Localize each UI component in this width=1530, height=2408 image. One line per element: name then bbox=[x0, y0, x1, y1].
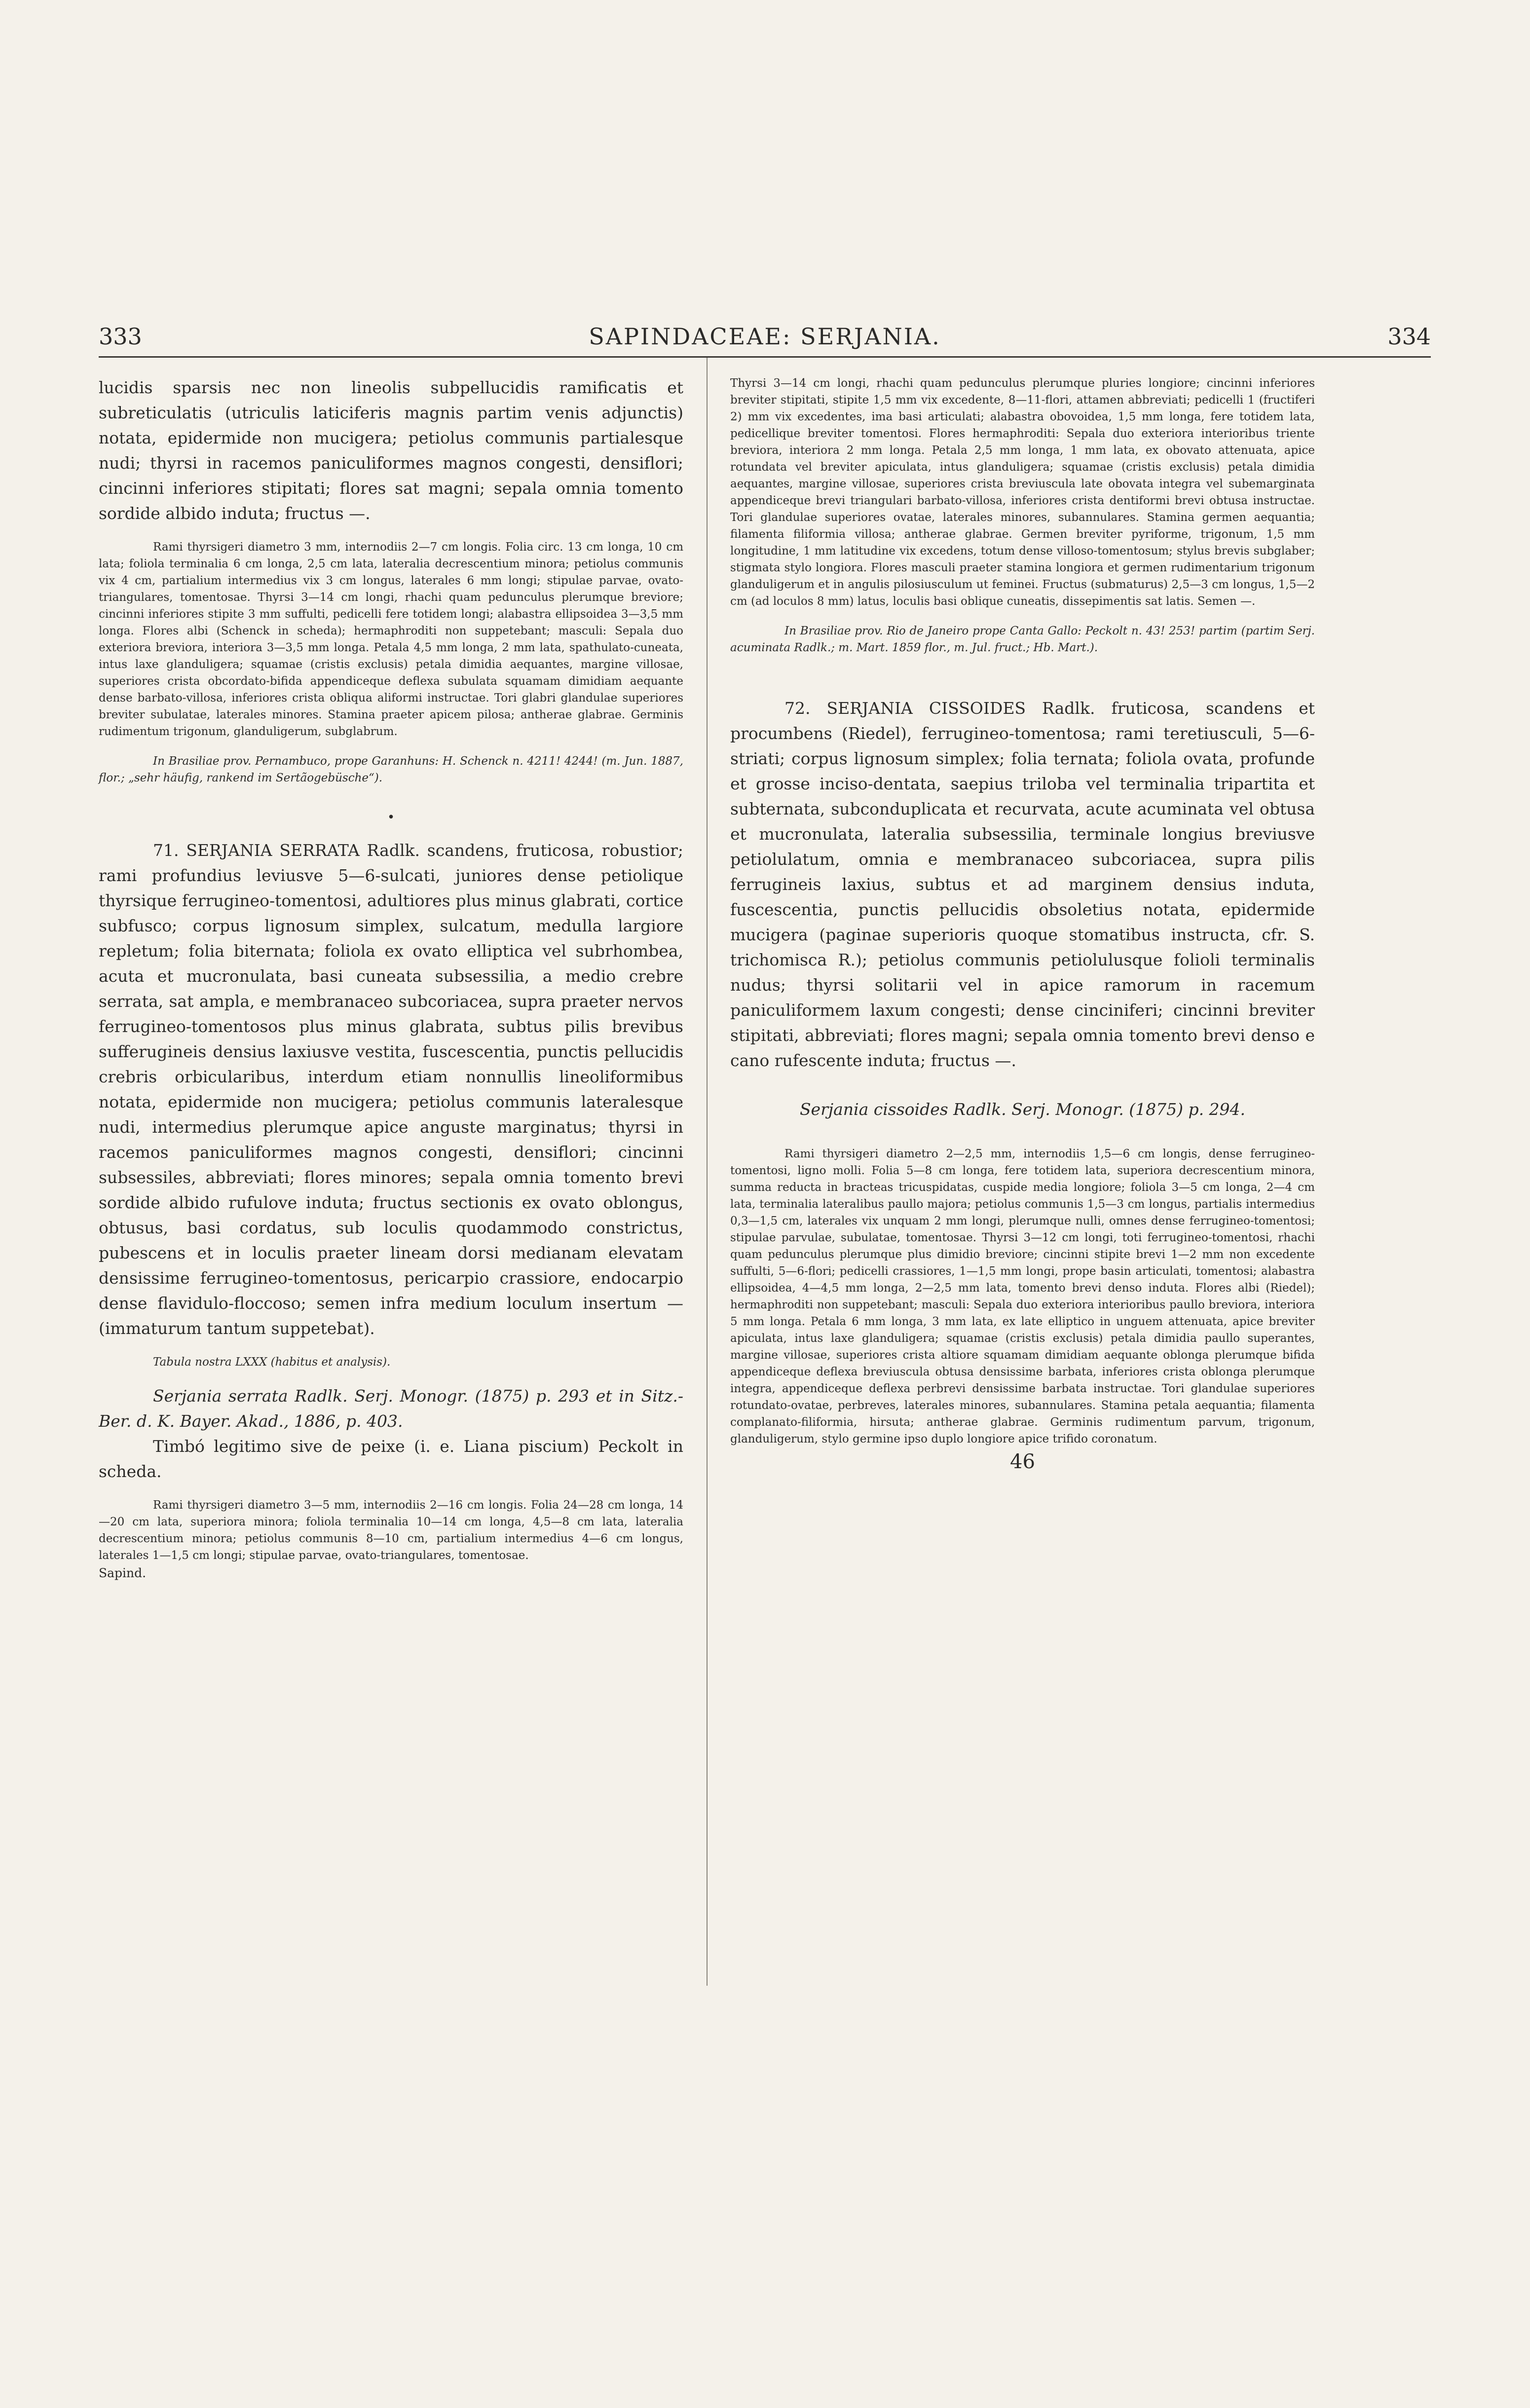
page-number-bottom: 46 bbox=[1010, 1450, 1035, 1473]
vernacular-name: Timbó legitimo sive de peixe (i. e. Liana piscium) Peckolt in scheda. bbox=[99, 1437, 683, 1481]
plate-reference: Tabula nostra LXXX (habitus et analysis). bbox=[153, 1356, 391, 1369]
species-72-citation: Serjania cissoides Radlk. Serj. Monogr. (1875) p. 294. bbox=[799, 1100, 1246, 1119]
right-column bbox=[730, 375, 1431, 1473]
page-number-right: 334 bbox=[1387, 323, 1431, 350]
species-71-locality: In Brasiliae prov. Rio de Janeiro prope Canta Gallo: Peckolt n. 43! 253! partim (partim Serj. acuminata Radlk.; m. Mart. 1859 flor., m. Jul. fruct.; Hb. Mart.). bbox=[730, 625, 1315, 654]
species-72-description: 72. SERJANIA CISSOIDES Radlk. fruticosa, scandens et procumbens (Riedel), ferrugineo-tomentosa; rami teretiusculi, 5—6-striati; corpus lignosum simplex; folia ternata; foliola ovata, profunde et grosse inciso-dentata, saepius triloba vel terminalia tripartita et subternata, subconduplicata et recurvata, acute acuminata vel obtusa et mucronulata, lateralia subsessilia, terminale longius breviusve petiolulatum, omnia e membranaceo subcoriacea, supra pilis ferrugineis laxius, subtus et ad marginem densius induta, fuscescentia, punctis pellucidis obsoletius notata, epidermide mucigera (paginae superioris quoque stomatibus instructa, cfr. S. trichomisca R.); petiolus communis petiolulusque folioli terminalis nudus; thyrsi solitarii vel in apice ramorum in racemum paniculiformem laxum congesti; dense cinciniferi; cincinni breviter stipitati, abbreviati; flores magni; sepala omnia tomento brevi denso e cano rufescente induta; fructus —. bbox=[730, 699, 1315, 1070]
left-measurements: Rami thyrsigeri diametro 3 mm, internodiis 2—7 cm longis. Folia circ. 13 cm longa, 10 cm lata; foliola terminalia 6 cm longa, 2,5 cm lata, lateralia decrescentium minora; petiolus communis vix 4 cm, partialium intermedius vix 3 cm longus, laterales 6 mm longi; stipulae parvae, ovato-triangulares, tomentosae. Thyrsi 3—14 cm longi, rhachi quam pedunculus plerumque breviore; cincinni inferiores stipite 3 mm suffulti, pedicelli fere totidem longi; alabastra ellipsoidea 3—3,5 mm longa. Flores albi (Schenck in scheda); hermaphroditi non suppetebant; masculi: Sepala duo exteriora breviora, interiora 3—3,5 mm longa. Petala 4,5 mm longa, 2 mm lata, spathulato-cuneata, intus laxe glanduligera; squamae (cristis exclusis) petala dimidia aequantes, margine villosae, superiores crista obcordato-bifida appendiceque deflexa subulata squamam dimidiam aequante dense barbato-villosa, inferiores crista obliqua aliformi instructae. Tori glabri glandulae superiores breviter subulatae, laterales minores. Stamina praeter apicem pilosa; antherae glabrae. Germinis rudimentum trigonum, glanduligerum, subglabrum. bbox=[99, 541, 683, 738]
species-72-measurements: Rami thyrsigeri diametro 2—2,5 mm, internodiis 1,5—6 cm longis, dense ferrugineo-tomentosi, ligno molli. Folia 5—8 cm longa, fere totidem lata, superiora decrescentium minora, summa reducta in bracteas tricuspidatas, cuspide media longiore; foliola 3—5 cm longa, 2—4 cm lata, terminalia lateralibus paullo majora; petiolus communis 1,5—3 cm longus, partialis intermedius 0,3—1,5 cm, laterales vix unquam 2 mm longi, plerumque nulli, omnes dense ferrugineo-tomentosi; stipulae parvulae, subulatae, tomentosae. Thyrsi 3—12 cm longi, toti ferrugineo-tomentosi, rhachi quam pedunculus plerumque plus dimidio breviore; cincinni stipite brevi 1—2 mm non excedente suffulti, 5—6-flori; pedicelli crassiores, 1—1,5 mm longi, prope basin articulati, tomentosi; alabastra ellipsoidea, 4—4,5 mm longa, 2—2,5 mm lata, tomento brevi denso induta. Flores albi (Riedel); hermaphroditi non suppetebant; masculi: Sepala duo exteriora interioribus paullo breviora, interiora 5 mm longa. Petala 6 mm longa, 3 mm lata, ex late elliptico in unguem attenuata, apice breviter apiculata, intus laxe glanduligera; squamae (cristis exclusis) petala dimidia paullo superantes, margine villosae, superiores crista altiore squamam dimidiam aequante oblonga plerumque bifida appendiceque deflexa breviuscula obtusa densissime barbata, inferiores crista oblonga plerumque integra, appendiceque deflexa perbrevi densissime barbata instructae. Tori glandulae superiores rotundato-ovatae, perbreves, laterales minores, subannulares. Stamina petala aequantia; filamenta complanato-filiformia, hirsuta; antherae glabrae. Germinis rudimentum parvum, trigonum, glanduligerum, stylo germine ipso duplo longiore apice trifido coronatum. bbox=[730, 1148, 1315, 1445]
signature-mark: Sapind. bbox=[99, 1566, 147, 1580]
header-rule bbox=[99, 356, 1431, 358]
left-description-continued: lucidis sparsis nec non lineolis subpellucidis ramificatis et subreticulatis (utriculis laticiferis magnis partim venis adjunctis) notata, epidermide non mucigera; petiolus communis partialesque nudi; thyrsi in racemos paniculiformes magnos congesti, densiflori; cincinni inferiores stipitati; flores sat magni; sepala omnia tomento sordide albido induta; fructus —. bbox=[99, 378, 683, 523]
species-71-citation: Serjania serrata Radlk. Serj. Monogr. (1875) p. 293 et in Sitz.-Ber. d. K. Bayer. Akad., 1886, p. 403. bbox=[99, 1386, 683, 1431]
page-number-left: 333 bbox=[99, 323, 142, 350]
species-71-measurements-continued: Thyrsi 3—14 cm longi, rhachi quam pedunculus plerumque pluries longiore; cincinni inferiores breviter stipitati, stipite 1,5 mm vix excedente, 8—11-flori, attamen abbreviati; pedicelli 1 (fructiferi 2) mm vix excedentes, ima basi articulati; alabastra obovoidea, 1,5 mm longa, fere totidem lata, pedicellique breviter tomentosi. Flores hermaphroditi: Sepala duo exteriora interioribus triente breviora, interiora 2 mm longa. Petala 2,5 mm longa, 1 mm lata, ex obovato attenuata, apice rotundata vel breviter apiculata, intus glanduligera; squamae (cristis exclusis) petala dimidia aequantes, margine villosae, superiores crista breviuscula late obovata integra vel subemarginata appendiceque brevi triangulari barbato-villosa, inferiores crista dentiformi brevi obtusa instructae. Tori glandulae superiores ovatae, laterales minores, subannulares. Stamina germen aequantia; filamenta filiformia villosa; antherae glabrae. Germen breviter pyriforme, trigonum, 1,5 mm longitudine, 1 mm latitudine vix excedens, totum dense villoso-tomentosum; stylus brevis subglaber; stigmata stylo longiora. Flores masculi praeter stamina longiora et germen rudimentarium trigonum glanduligerum et in angulis pilosiusculum ut feminei. Fructus (submaturus) 2,5—3 cm longus, 1,5—2 cm (ad loculos 8 mm) latus, loculis basi oblique cuneatis, dissepimentis sat latis. Semen —. bbox=[730, 377, 1315, 608]
species-71-measurements: Rami thyrsigeri diametro 3—5 mm, internodiis 2—16 cm longis. Folia 24—28 cm longa, 14—20 cm lata, superiora minora; foliola terminalia 10—14 cm longa, 4,5—8 cm lata, lateralia decrescentium minora; petiolus communis 8—10 cm, partialium intermedius 4—6 cm longus, laterales 1—1,5 cm longi; stipulae parvae, ovato-triangulares, tomentosae. bbox=[99, 1499, 683, 1562]
separator-dot: • bbox=[387, 810, 395, 825]
left-locality: In Brasiliae prov. Pernambuco, prope Garanhuns: H. Schenck n. 4211! 4244! (m. Jun. 1887, flor.; „sehr häufig, rankend im Sertãogebüsche“). bbox=[99, 755, 683, 784]
species-71-description: 71. SERJANIA SERRATA Radlk. scandens, fruticosa, robustior; rami profundius leviusve 5—6-sulcati, juniores dense petiolique thyrsique ferrugineo-tomentosi, adultiores plus minus glabrati, cortice subfusco; corpus lignosum simplex, sulcatum, medulla largiore repletum; folia biternata; foliola ex ovato elliptica vel subrhombea, acuta et mucronulata, basi cuneata subsessilia, a medio crebre serrata, sat ampla, e membranaceo subcoriacea, supra praeter nervos ferrugineo-tomentosos plus minus glabrata, subtus pilis brevibus sufferugineis densius laxiusve vestita, fuscescentia, punctis pellucidis crebris orbicularibus, interdum etiam nonnullis lineoliformibus notata, epidermide non mucigera; petiolus communis lateralesque nudi, intermedius plerumque apice anguste marginatus; thyrsi in racemos paniculiformes magnos congesti, densiflori; cincinni subsessiles, abbreviati; flores minores; sepala omnia tomento brevi sordide albido rufulove induta; fructus sectionis ex ovato oblongus, obtusus, basi cordatus, sub loculis quodammodo constrictus, pubescens et in loculis praeter lineam dorsi medianam elevatam densissime ferrugineo-tomentosus, pericarpio crassiore, endocarpio dense flavidulo-floccoso; semen infra medium loculum insertum — (immaturum tantum suppetebat). bbox=[99, 841, 683, 1338]
column-divider bbox=[707, 358, 708, 1986]
running-title: SAPINDACEAE: SERJANIA. bbox=[589, 323, 941, 350]
running-header bbox=[99, 323, 1431, 358]
left-column bbox=[99, 375, 683, 1580]
